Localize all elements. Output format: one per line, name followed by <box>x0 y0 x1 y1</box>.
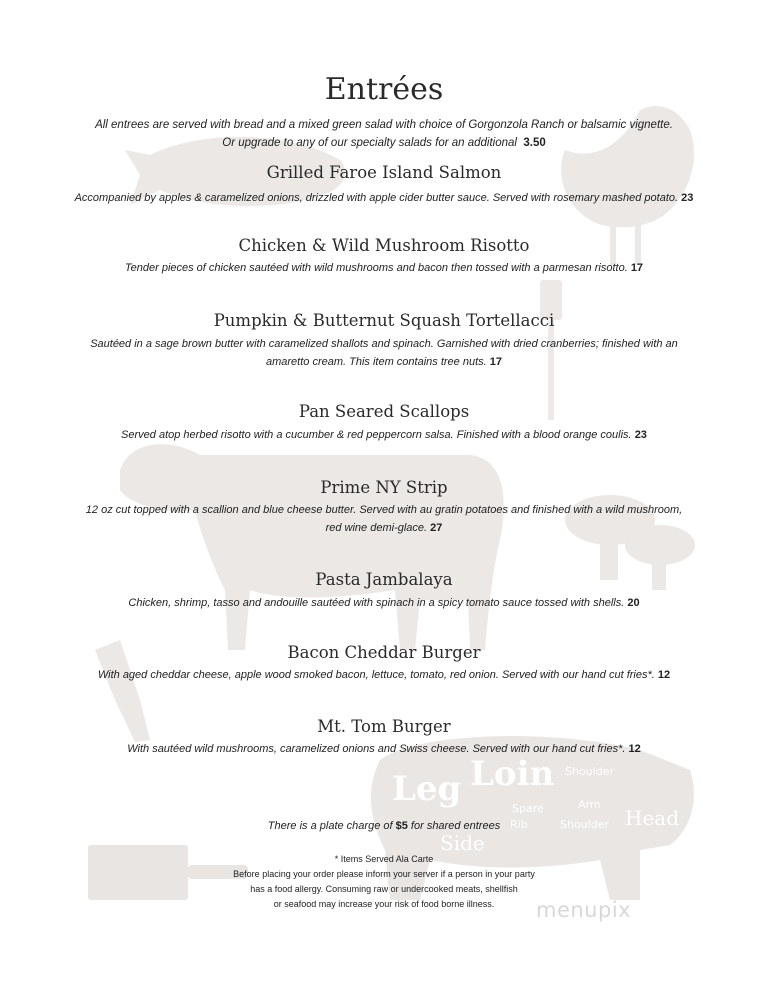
item-price: 17 <box>489 356 502 368</box>
svg-text:Spare: Spare <box>512 802 544 815</box>
ala-carte-footnote: * Items Served Ala Carte <box>334 854 434 864</box>
svg-text:Shoulder: Shoulder <box>565 765 614 778</box>
svg-text:Shoulder: Shoulder <box>560 818 609 831</box>
item-name-jambalaya: Pasta Jambalaya <box>315 570 453 589</box>
item-desc-bacon-burger: With aged cheddar cheese, apple wood smoked bacon, lettuce, tomato, red onion. Served with our hand cut fries*. 12 <box>97 669 671 681</box>
item-price: 23 <box>634 429 647 441</box>
item-name-ny-strip: Prime NY Strip <box>320 478 448 497</box>
item-desc-mt-tom-burger: With sautéed wild mushrooms, caramelized onions and Swiss cheese. Served with our hand cut fries*. 12 <box>127 743 641 755</box>
svg-text:Arm: Arm <box>578 798 601 811</box>
item-price: 20 <box>627 597 640 609</box>
item-desc-jambalaya: Chicken, shrimp, tasso and andouille sautéed with spinach in a spicy tomato sauce tossed with shells. 20 <box>128 597 640 609</box>
item-desc-chicken-risotto: Tender pieces of chicken sautéed with wild mushrooms and bacon then tossed with a parmesan risotto. 17 <box>124 262 644 274</box>
svg-text:Loin: Loin <box>470 754 555 794</box>
intro-line-2: Or upgrade to any of our specialty salads for an additional 3.50 <box>222 137 546 149</box>
item-price: 12 <box>628 743 641 755</box>
plate-charge-amount: $5 <box>395 820 408 832</box>
item-price: 17 <box>630 262 644 274</box>
intro-text <box>30 116 738 152</box>
item-name-scallops: Pan Seared Scallops <box>298 402 470 421</box>
svg-text:Head: Head <box>625 806 680 830</box>
item-name-chicken-risotto: Chicken & Wild Mushroom Risotto <box>238 236 530 255</box>
item-name-mt-tom-burger: Mt. Tom Burger <box>317 717 451 736</box>
svg-text:Side: Side <box>440 831 485 855</box>
item-price: 12 <box>657 669 671 681</box>
item-price: 23 <box>681 192 694 204</box>
page-title: Entrées <box>324 72 444 107</box>
item-desc-scallops: Served atop herbed risotto with a cucumber & red peppercorn salsa. Finished with a blood orange coulis. 23 <box>121 429 647 441</box>
item-desc-salmon: Accompanied by apples & caramelized onions, drizzled with apple cider butter sauce. Served with rosemary mashed potato. 23 <box>74 192 694 204</box>
plate-charge-note: There is a plate charge of $5 for shared entrees <box>267 820 501 832</box>
intro-line-1: All entrees are served with bread and a mixed green salad with choice of Gorgonzola Ranch or balsamic vignette. <box>95 119 673 131</box>
svg-text:Leg: Leg <box>392 769 462 809</box>
menupix-watermark: menupix <box>536 898 632 922</box>
item-name-bacon-burger: Bacon Cheddar Burger <box>287 643 481 662</box>
svg-text:Rib: Rib <box>510 818 528 831</box>
item-desc-tortellacci: Sautéed in a sage brown butter with caramelized shallots and spinach. Garnished with dried cranberries; finished with an amaretto cream. This item contains tree nuts. 17 <box>90 338 678 368</box>
item-price: 27 <box>430 522 443 534</box>
item-name-salmon: Grilled Faroe Island Salmon <box>266 163 502 182</box>
salad-upgrade-price: 3.50 <box>523 137 546 149</box>
item-desc-ny-strip: 12 oz cut topped with a scallion and blue cheese butter. Served with au gratin potatoes and finished with a wild mushroom, red wine demi-glace. 27 <box>85 504 683 534</box>
allergy-notice: Before placing your order please inform your server if a person in your party has a food allergy. Consuming raw or undercooked meats, shellfish or seafood may increase your risk of food borne illness. <box>233 869 535 909</box>
item-name-tortellacci: Pumpkin & Butternut Squash Tortellacci <box>213 311 555 330</box>
